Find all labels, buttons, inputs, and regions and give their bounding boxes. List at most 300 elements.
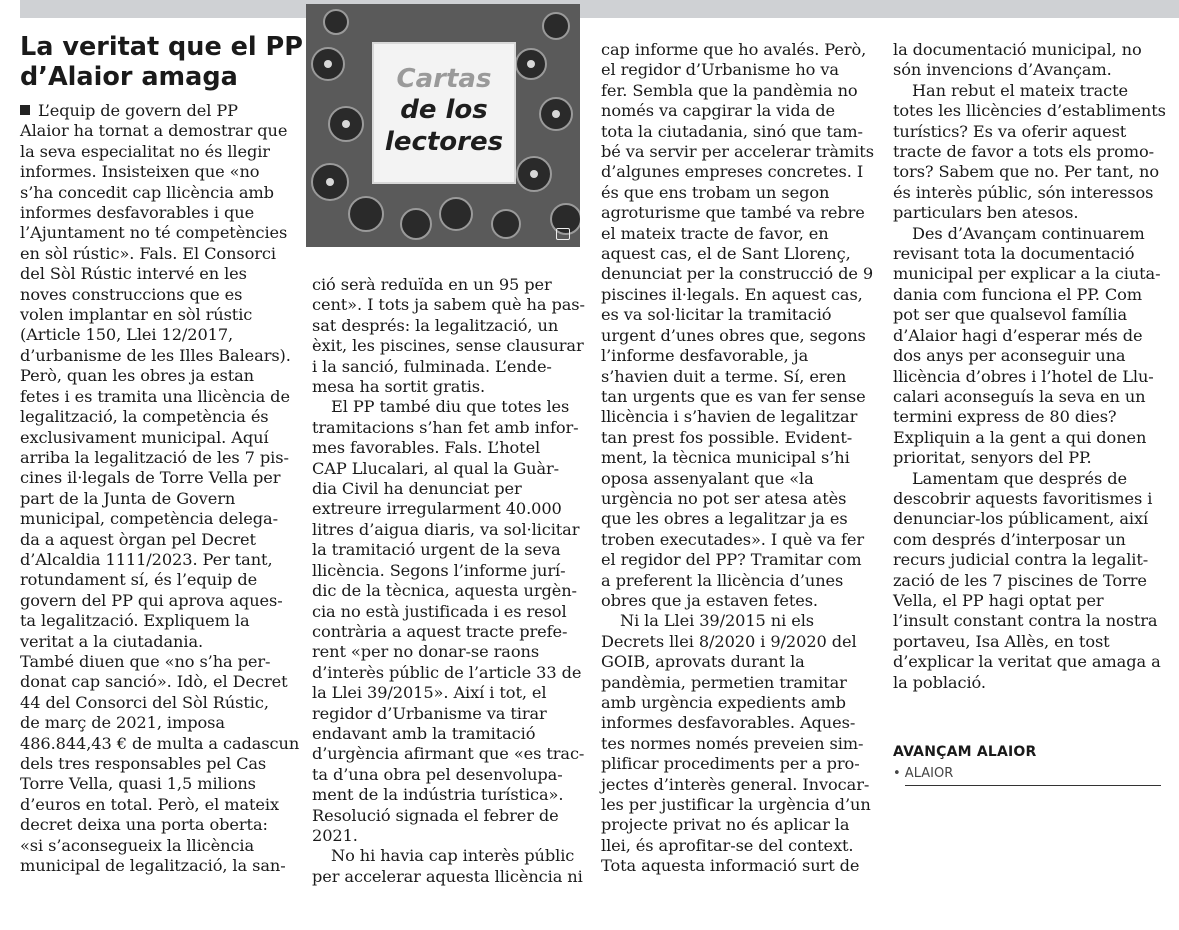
text-line-content: ment, la tècnica municipal s’hi — [601, 448, 850, 468]
article-column-1 — [20, 101, 299, 876]
text-line — [20, 468, 299, 488]
text-line — [893, 387, 1166, 407]
text-line — [601, 856, 874, 876]
text-line-content: i la sanció, fulminada. L’ende- — [312, 356, 552, 376]
text-line-content: que les obres a legalitzar ja es — [601, 509, 848, 529]
text-line — [601, 509, 874, 529]
text-line — [20, 305, 299, 325]
text-line — [893, 162, 1166, 182]
text-line — [601, 285, 874, 305]
text-line — [20, 223, 299, 243]
text-line — [312, 683, 585, 703]
text-line-content: zació de les 7 piscines de Torre — [893, 570, 1147, 590]
text-line-content: és interès públic, són interessos — [893, 182, 1154, 202]
text-line — [893, 428, 1166, 448]
text-line-content: Des d’Avançam continuarem — [912, 223, 1145, 243]
signature-block — [893, 744, 1161, 786]
text-line — [312, 663, 585, 683]
text-line-content: llicència i s’havien de legalitzar — [601, 407, 858, 427]
text-line — [20, 632, 299, 652]
text-line-content: veritat a la ciutadania. — [20, 631, 204, 651]
text-line-content: informes desfavorables. Aques- — [601, 713, 856, 733]
text-line — [601, 224, 874, 244]
text-line-content: llicència d’obres i l’hotel de Llu- — [893, 366, 1154, 386]
text-line — [312, 479, 585, 499]
text-line — [20, 366, 299, 386]
text-line-content: d’Alcaldia 1111/2023. Per tant, — [20, 549, 273, 569]
text-line-content: tota la ciutadania, sinó que tam- — [601, 121, 863, 141]
text-line-content: urgent d’unes obres que, segons — [601, 325, 866, 345]
text-line-content: contrària a aquest tracte prefe- — [312, 621, 568, 641]
text-line-content: jectes d’interès general. Invocar- — [601, 774, 870, 794]
text-line — [312, 724, 585, 744]
text-line — [893, 407, 1166, 427]
text-line-content: dos anys per aconseguir una — [893, 346, 1126, 366]
text-line-content: L’equip de govern del PP — [38, 101, 238, 120]
text-line — [20, 856, 299, 876]
text-line — [893, 346, 1166, 366]
text-line — [20, 713, 299, 733]
bullet-icon — [20, 105, 30, 115]
text-line-content: del Sòl Rústic intervé en les — [20, 264, 247, 284]
text-line — [601, 469, 874, 489]
text-line-content: la seva especialitat no és llegir — [20, 141, 270, 161]
text-line-content: el regidor d’Urbanisme ho va — [601, 60, 839, 80]
text-line — [601, 60, 874, 80]
text-line-content: urgència no pot ser atesa atès — [601, 488, 847, 508]
text-line — [312, 336, 585, 356]
text-line — [312, 704, 585, 724]
text-line — [312, 744, 585, 764]
text-line-content: Alaior ha tornat a demostrar que — [20, 121, 288, 141]
article-column-2 — [312, 275, 585, 887]
text-line-content: projecte privat no és aplicar la — [601, 815, 850, 835]
text-line-content: cia no està justificada i es resol — [312, 601, 567, 621]
text-line-content: d’urgència afirmant que «es trac- — [312, 744, 585, 764]
text-line — [893, 652, 1166, 672]
text-line-content: ta legalització. Expliquem la — [20, 611, 250, 631]
text-line — [312, 826, 585, 846]
text-line-content: rotundament sí, és l’equip de — [20, 570, 258, 590]
text-line-content: dels tres responsables pel Cas — [20, 754, 267, 773]
text-line — [893, 611, 1166, 631]
text-line-content: tramitacions s’han fet amb infor- — [312, 417, 579, 437]
text-line — [20, 142, 299, 162]
text-line — [312, 540, 585, 560]
text-line — [312, 867, 585, 887]
text-line-content: Tota aquesta informació surt de — [601, 856, 860, 876]
text-line — [20, 734, 299, 754]
text-line — [312, 602, 585, 622]
text-line-content: legalització, la competència és — [20, 407, 269, 427]
text-line — [20, 489, 299, 509]
text-line-content: També diuen que «no s’ha per- — [20, 651, 271, 671]
text-line-content: regidor d’Urbanisme va tirar — [312, 703, 547, 723]
text-line — [601, 407, 874, 427]
text-line — [601, 693, 874, 713]
text-line — [601, 815, 874, 835]
text-line — [20, 570, 299, 590]
text-line — [20, 162, 299, 182]
text-line — [20, 101, 299, 121]
text-line — [312, 357, 585, 377]
text-line-content: revisant tota la documentació — [893, 244, 1135, 264]
text-line — [893, 550, 1166, 570]
text-line — [601, 305, 874, 325]
text-line-content: Torre Vella, quasi 1,5 milions — [20, 774, 256, 794]
text-line — [893, 530, 1166, 550]
text-line-content: turístics? Es va oferir aquest — [893, 121, 1127, 141]
text-line-content: denunciar-los públicament, així — [893, 509, 1149, 529]
text-line — [601, 326, 874, 346]
text-line-content: particulars ben atesos. — [893, 203, 1079, 223]
text-line-content: la Llei 39/2015». Així i tot, el — [312, 683, 547, 703]
text-line — [601, 183, 874, 203]
text-line-content: prioritat, senyors del PP. — [893, 448, 1092, 468]
text-line — [893, 489, 1166, 509]
text-line-content: ció serà reduïda en un 95 per — [312, 275, 552, 294]
text-line — [893, 244, 1166, 264]
text-line — [601, 632, 874, 652]
text-line-content: 486.844,43 € de multa a cadascun — [20, 733, 300, 753]
text-line-content: l’insult constant contra la nostra — [893, 611, 1158, 631]
text-line-content: com després d’interposar un — [893, 529, 1126, 549]
text-line-content: la tramitació urgent de la seva — [312, 540, 561, 560]
text-line-content: ta d’una obra pel desenvolupa- — [312, 764, 563, 784]
text-line-content: llei, és aprofitar-se del context. — [601, 835, 854, 855]
text-line — [20, 530, 299, 550]
text-line — [20, 693, 299, 713]
text-line-content: Vella, el PP hagi optat per — [893, 590, 1104, 610]
text-line-content: fetes i es tramita una llicència de — [20, 386, 290, 406]
section-label-line-3: lectores — [384, 127, 504, 157]
text-line-content: la població. — [893, 672, 986, 692]
text-line — [312, 642, 585, 662]
text-line — [893, 183, 1166, 203]
text-line-content: tracte de favor a tots els promo- — [893, 142, 1155, 162]
text-line-content: recurs judicial contra la legalit- — [893, 550, 1149, 570]
text-line-content: calari aconseguís la seva en un — [893, 386, 1146, 406]
text-line-content: dic de la tècnica, aquesta urgèn- — [312, 581, 577, 601]
text-line — [312, 316, 585, 336]
text-line — [20, 591, 299, 611]
text-line-content: Però, quan les obres ja estan — [20, 366, 254, 386]
text-line — [893, 469, 1166, 489]
text-line-content: endavant amb la tramitació — [312, 723, 536, 743]
text-line — [601, 611, 874, 631]
text-line-content: per accelerar aquesta llicència ni — [312, 866, 583, 886]
text-line-content: GOIB, aprovats durant la — [601, 652, 805, 672]
text-line-content: el regidor del PP? Tramitar com — [601, 550, 862, 570]
text-line-content: tors? Sabem que no. Per tant, no — [893, 162, 1159, 182]
title-line-1: La veritat que el PP — [20, 32, 303, 62]
text-line — [601, 428, 874, 448]
text-line — [601, 713, 874, 733]
text-line — [601, 489, 874, 509]
text-line-content: CAP Llucalari, al qual la Guàr- — [312, 458, 560, 478]
text-line — [893, 673, 1166, 693]
text-line — [893, 448, 1166, 468]
text-line — [893, 81, 1166, 101]
text-line — [601, 142, 874, 162]
text-line — [893, 305, 1166, 325]
text-line-content: s’ha concedit cap llicència amb — [20, 182, 274, 202]
text-line-content: El PP també diu que totes les — [331, 397, 570, 417]
text-line-content: tan prest fos possible. Evident- — [601, 427, 853, 447]
text-line-content: Han rebut el mateix tracte — [912, 80, 1128, 100]
text-line — [20, 346, 299, 366]
text-line — [601, 530, 874, 550]
text-line-content: llicència. Segons l’informe jurí- — [312, 560, 566, 580]
text-line-content: cap informe que ho avalés. Però, — [601, 40, 867, 59]
text-line-content: són invencions d’Avançam. — [893, 60, 1112, 80]
text-line — [312, 622, 585, 642]
text-line-content: dania com funciona el PP. Com — [893, 284, 1143, 304]
text-line — [601, 162, 874, 182]
text-line-content: exclusivament municipal. Aquí — [20, 427, 269, 447]
text-line-content: s’havien duit a terme. Sí, eren — [601, 366, 847, 386]
text-line — [312, 275, 585, 295]
text-line-content: tes normes només preveien sim- — [601, 733, 864, 753]
signature-rule — [905, 785, 1161, 786]
text-line — [601, 203, 874, 223]
text-line — [312, 397, 585, 417]
text-line — [20, 121, 299, 141]
text-line — [20, 509, 299, 529]
text-line-content: cent». I tots ja sabem què ha pas- — [312, 295, 585, 315]
signature-name: AVANÇAM ALAIOR — [893, 744, 1037, 760]
text-line — [20, 672, 299, 692]
text-line — [601, 244, 874, 264]
text-line — [20, 183, 299, 203]
text-line — [601, 836, 874, 856]
text-line-content: totes les llicències d’establiments — [893, 101, 1166, 121]
text-line-content: (Article 150, Llei 12/2017, — [20, 325, 234, 345]
text-line — [20, 203, 299, 223]
text-line — [893, 122, 1166, 142]
text-line-content: mes favorables. Fals. L’hotel — [312, 438, 541, 458]
text-line — [893, 142, 1166, 162]
text-line — [601, 448, 874, 468]
text-line — [601, 81, 874, 101]
text-line — [893, 40, 1166, 60]
text-line — [20, 285, 299, 305]
text-line — [312, 765, 585, 785]
text-line-content: litres d’aigua diaris, va sol·licitar — [312, 519, 580, 539]
text-line-content: No hi havia cap interès públic — [331, 846, 575, 866]
text-line-content: Ni la Llei 39/2015 ni els — [620, 611, 814, 631]
text-line — [20, 387, 299, 407]
text-line-content: amb urgència expedients amb — [601, 693, 846, 712]
text-line — [893, 60, 1166, 80]
text-line — [20, 815, 299, 835]
text-line — [20, 325, 299, 345]
text-line — [601, 387, 874, 407]
text-line-content: èxit, les piscines, sense clausurar — [312, 336, 584, 356]
text-line-content: de març de 2021, imposa — [20, 713, 225, 733]
text-line-content: piscines il·legals. En aquest cas, — [601, 284, 863, 304]
text-line — [20, 652, 299, 672]
text-line — [20, 448, 299, 468]
text-line-content: donat cap sanció». Idò, el Decret — [20, 672, 288, 692]
article-column-3 — [601, 40, 874, 877]
text-line — [893, 591, 1166, 611]
text-line-content: informes. Insisteixen que «no — [20, 162, 260, 182]
text-line — [601, 795, 874, 815]
text-line — [312, 438, 585, 458]
text-line-content: d’Alaior hagi d’esperar més de — [893, 325, 1143, 345]
text-line-content: les per justificar la urgència d’un — [601, 795, 871, 815]
text-line-content: 2021. — [312, 825, 358, 845]
text-line — [601, 40, 874, 60]
text-line — [893, 571, 1166, 591]
camera-icon — [556, 228, 570, 240]
text-line-content: obres que ja estaven fetes. — [601, 590, 818, 610]
text-line — [312, 459, 585, 479]
text-line-content: municipal per explicar a la ciuta- — [893, 264, 1161, 284]
text-line — [312, 295, 585, 315]
text-line-content: municipal de legalització, la san- — [20, 856, 286, 876]
text-line-content: l’Ajuntament no té competències — [20, 223, 288, 243]
text-line-content: només va capgirar la vida de — [601, 101, 835, 121]
text-line-content: govern del PP qui aprova aques- — [20, 590, 283, 610]
text-line — [601, 550, 874, 570]
text-line — [20, 754, 299, 774]
article-column-4 — [893, 40, 1166, 693]
text-line-content: tan urgents que es van fer sense — [601, 386, 866, 406]
text-line-content: dia Civil ha denunciat per — [312, 479, 522, 499]
text-line-content: Expliquin a la gent a qui donen — [893, 427, 1147, 447]
text-line — [601, 571, 874, 591]
text-line-content: portaveu, Isa Allès, en tost — [893, 631, 1110, 651]
text-line — [601, 367, 874, 387]
text-line-content: a preferent la llicència d’unes — [601, 570, 844, 590]
text-line — [312, 418, 585, 438]
text-line-content: d’interès públic de l’article 33 de — [312, 662, 582, 682]
text-line — [312, 499, 585, 519]
text-line — [312, 785, 585, 805]
text-line-content: volen implantar en sòl rústic — [20, 305, 253, 325]
text-line — [20, 244, 299, 264]
text-line — [312, 806, 585, 826]
text-line — [893, 285, 1166, 305]
text-line — [893, 203, 1166, 223]
text-line-content: cines il·legals de Torre Vella per — [20, 468, 281, 488]
text-line — [601, 673, 874, 693]
text-line — [20, 836, 299, 856]
text-line — [20, 774, 299, 794]
text-line-content: l’informe desfavorable, ja — [601, 346, 809, 366]
text-line-content: la documentació municipal, no — [893, 40, 1142, 59]
text-line-content: part de la Junta de Govern — [20, 488, 236, 508]
text-line — [601, 264, 874, 284]
text-line — [893, 367, 1166, 387]
text-line-content: es va sol·licitar la tramitació — [601, 305, 832, 325]
text-line-content: d’urbanisme de les Illes Balears). — [20, 345, 291, 365]
text-line — [601, 346, 874, 366]
text-line — [312, 581, 585, 601]
text-line-content: fer. Sembla que la pandèmia no — [601, 80, 858, 100]
text-line-content: rent «per no donar-se raons — [312, 642, 540, 662]
text-line — [893, 632, 1166, 652]
text-line-content: oposa assenyalant que «la — [601, 468, 814, 488]
text-line-content: «si s’aconsegueix la llicència — [20, 835, 255, 855]
text-line — [20, 795, 299, 815]
text-line — [312, 561, 585, 581]
text-line-content: Decrets llei 8/2020 i 9/2020 del — [601, 631, 857, 651]
text-line — [601, 652, 874, 672]
text-line — [893, 101, 1166, 121]
text-line-content: municipal, competència delega- — [20, 509, 278, 529]
text-line-content: termini express de 80 dies? — [893, 407, 1117, 427]
text-line — [893, 509, 1166, 529]
text-line — [601, 101, 874, 121]
text-line-content: ment de la indústria turística». — [312, 785, 564, 805]
text-line-content: noves construccions que es — [20, 284, 243, 304]
text-line — [20, 550, 299, 570]
text-line-content: d’explicar la veritat que amaga a — [893, 652, 1161, 672]
section-label-box — [372, 42, 516, 184]
text-line-content: d’euros en total. Però, el mateix — [20, 794, 279, 814]
text-line-content: aquest cas, el de Sant Llorenç, — [601, 244, 851, 264]
text-line — [893, 326, 1166, 346]
page-top-bar — [20, 0, 1179, 18]
text-line-content: plificar procediments per a pro- — [601, 754, 860, 774]
signature-place: • ALAIOR — [893, 766, 954, 781]
section-label-line-2: de los — [400, 95, 488, 125]
text-line — [312, 520, 585, 540]
text-line — [601, 591, 874, 611]
text-line — [20, 611, 299, 631]
text-line-content: informes desfavorables i que — [20, 203, 255, 223]
text-line-content: és que ens trobam un segon — [601, 182, 830, 202]
article-title — [20, 32, 303, 92]
text-line — [601, 122, 874, 142]
text-line-content: mesa ha sortit gratis. — [312, 377, 486, 397]
text-line-content: bé va servir per accelerar tràmits — [601, 142, 874, 162]
text-line-content: pandèmia, permetien tramitar — [601, 672, 847, 692]
text-line — [312, 377, 585, 397]
text-line-content: da a aquest òrgan pel Decret — [20, 529, 256, 549]
text-line — [20, 264, 299, 284]
text-line — [893, 224, 1166, 244]
text-line — [601, 775, 874, 795]
text-line — [20, 428, 299, 448]
text-line-content: pot ser que qualsevol família — [893, 305, 1128, 325]
text-line-content: el mateix tracte de favor, en — [601, 223, 829, 243]
title-line-2: d’Alaior amaga — [20, 62, 238, 92]
text-line-content: descobrir aquests favoritismes i — [893, 488, 1153, 508]
text-line-content: agroturisme que també va rebre — [601, 203, 865, 223]
text-line-content: decret deixa una porta oberta: — [20, 815, 268, 835]
text-line-content: Lamentam que després de — [912, 468, 1127, 488]
text-line-content: denunciat per la construcció de 9 — [601, 264, 874, 284]
section-label-line-1: Cartas — [396, 64, 492, 94]
text-line-content: 44 del Consorci del Sòl Rústic, — [20, 692, 269, 712]
text-line — [601, 754, 874, 774]
text-line — [601, 734, 874, 754]
text-line — [893, 264, 1166, 284]
text-line-content: sat després: la legalització, un — [312, 315, 559, 335]
text-line-content: arriba la legalització de les 7 pis- — [20, 447, 289, 467]
text-line — [312, 846, 585, 866]
text-line-content: extreure irregularment 40.000 — [312, 499, 562, 519]
text-line — [20, 407, 299, 427]
text-line-content: en sòl rústic». Fals. El Consorci — [20, 243, 276, 263]
text-line-content: troben executades». I què va fer — [601, 529, 864, 549]
text-line-content: Resolució signada el febrer de — [312, 805, 559, 825]
text-line-content: d’algunes empreses concretes. I — [601, 162, 864, 182]
